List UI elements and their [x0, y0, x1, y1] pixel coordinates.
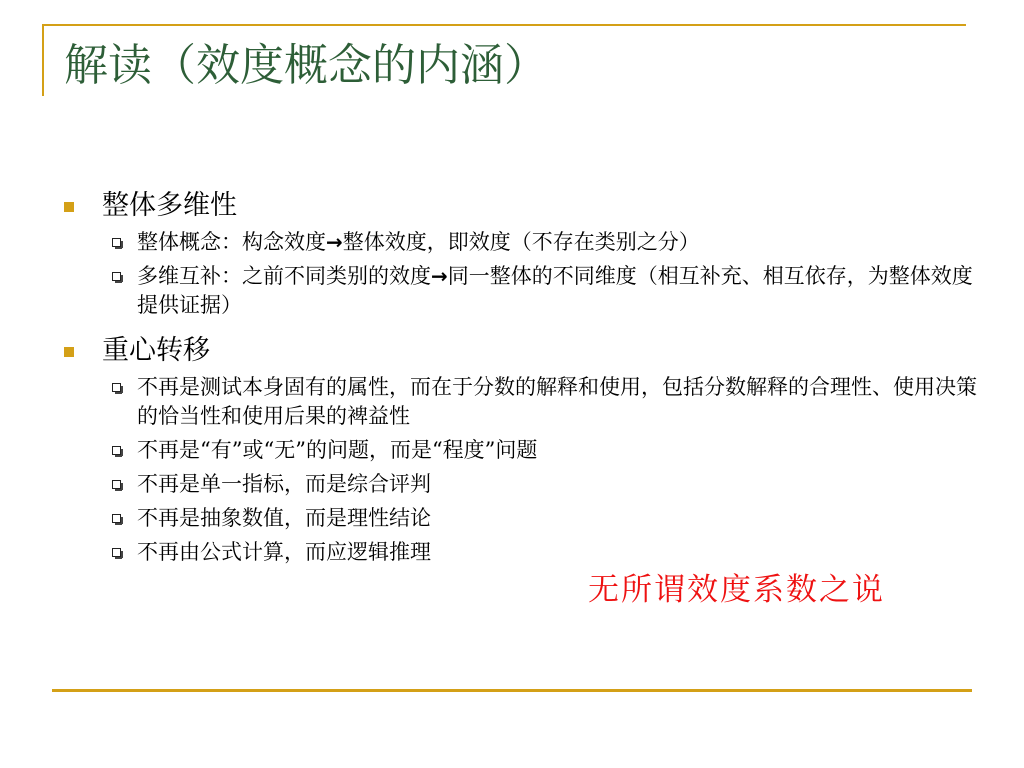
bottom-border-line [52, 689, 972, 692]
list-item [60, 538, 977, 567]
checkbox-bullet-icon [112, 238, 121, 247]
slide-title: 解读（效度概念的内涵） [64, 40, 548, 91]
right-arrow-icon: → [431, 264, 448, 288]
checkbox-bullet-icon [112, 480, 121, 489]
list-item [60, 373, 977, 431]
checkbox-bullet-icon [112, 383, 121, 392]
square-bullet-icon [64, 347, 74, 357]
list-item-text: 整体概念：构念效度 [137, 230, 326, 254]
list-item [60, 504, 977, 533]
section-heading-label: 整体多维性 [102, 190, 237, 221]
list-item-text: 不再是“有”或“无”的问题，而是“程度”问题 [137, 438, 538, 462]
section-heading-shift [60, 329, 1000, 373]
checkbox-bullet-icon [112, 272, 121, 281]
list-item-text: 多维互补：之前不同类别的效度 [137, 264, 431, 288]
section-heading-label: 重心转移 [102, 335, 210, 366]
list-item-text: 不再是测试本身固有的属性，而在于分数的解释和使用，包括分数解释的合理性、使用决策的恰当性和使用后果的裨益性 [137, 375, 977, 428]
list-item-text: 不再由公式计算，而应逻辑推理 [137, 540, 431, 564]
list-item-text: 同一整体的不同维度（相互补充、相互依存，为整体效度提供证据） [137, 264, 973, 317]
section-heading-holistic [60, 184, 1000, 228]
checkbox-bullet-icon [112, 514, 121, 523]
list-item [60, 436, 977, 465]
slide-body [60, 184, 1000, 572]
right-arrow-icon: → [326, 230, 343, 254]
list-item [60, 470, 977, 499]
checkbox-bullet-icon [112, 548, 121, 557]
list-item-text: 不再是单一指标，而是综合评判 [137, 472, 431, 496]
list-item [60, 262, 977, 320]
left-border-line [42, 24, 44, 96]
top-border-line [42, 24, 966, 26]
list-item-text: 不再是抽象数值，而是理性结论 [137, 506, 431, 530]
square-bullet-icon [64, 202, 74, 212]
list-item [60, 228, 977, 257]
checkbox-bullet-icon [112, 446, 121, 455]
list-item-text: 整体效度，即效度（不存在类别之分） [342, 230, 700, 254]
annotation-callout: 无所谓效度系数之说 [588, 572, 885, 608]
